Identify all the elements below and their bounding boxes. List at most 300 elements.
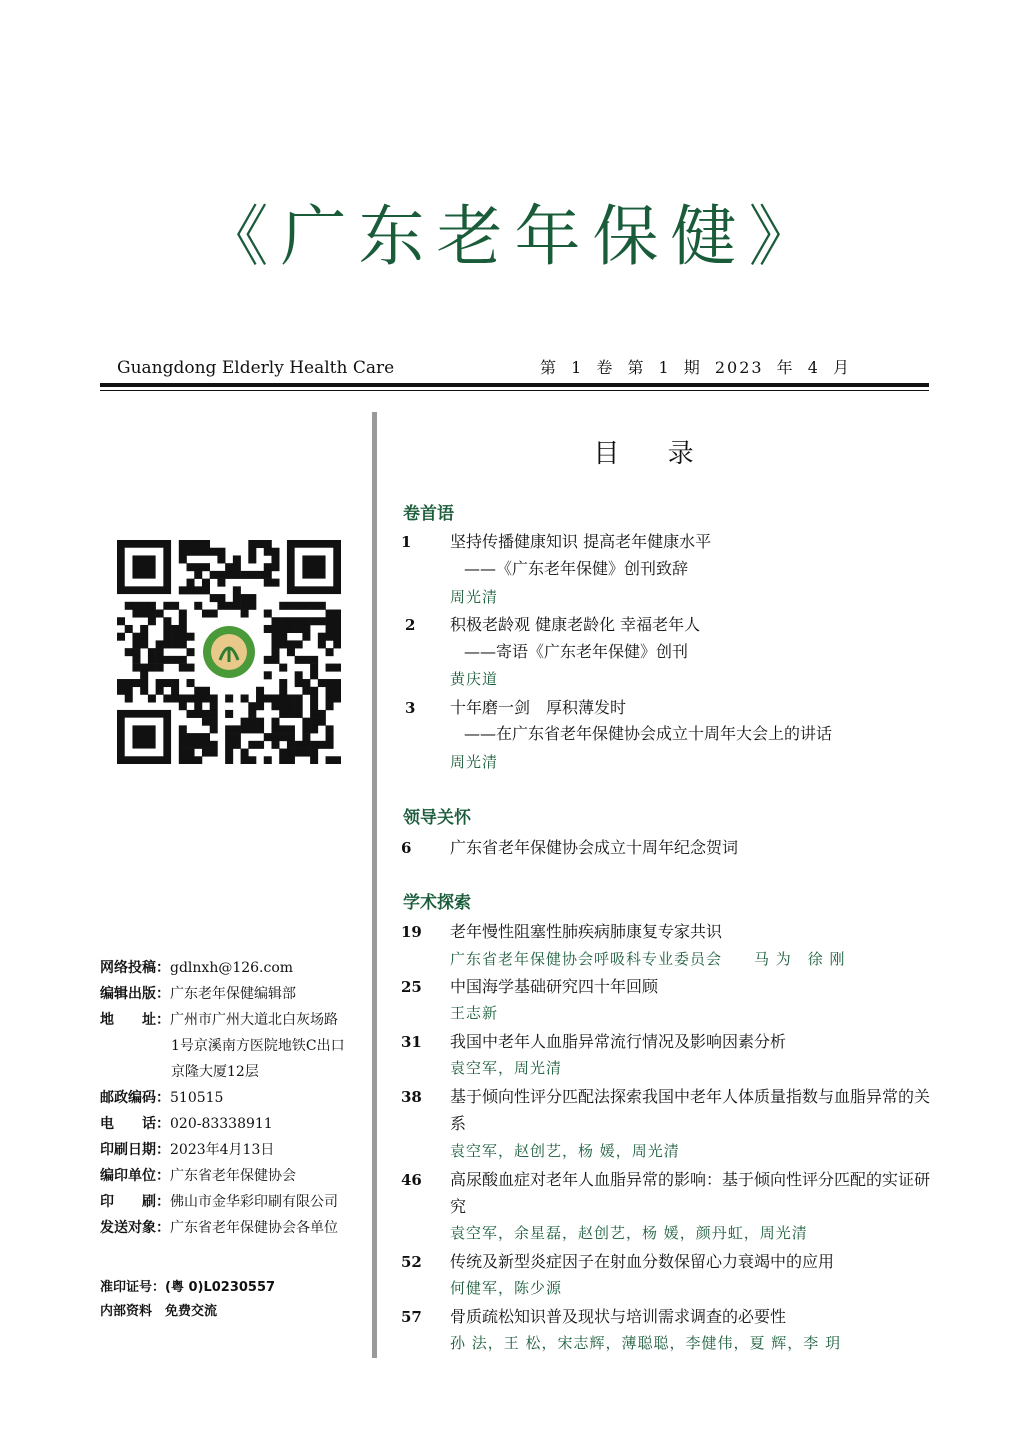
- qr-module: [125, 602, 133, 610]
- qr-module: [318, 640, 326, 648]
- qr-module: [187, 586, 195, 594]
- qr-module: [179, 625, 187, 633]
- qr-module: [264, 571, 272, 579]
- qr-module: [333, 679, 341, 687]
- qr-module: [148, 602, 156, 610]
- qr-module: [125, 648, 133, 656]
- qr-module: [302, 749, 310, 757]
- qr-module: [248, 756, 256, 764]
- qr-code-icon: [117, 540, 341, 764]
- qr-code-graphic: [117, 540, 341, 764]
- qr-module: [310, 656, 318, 664]
- qr-module: [187, 679, 195, 687]
- toc-entry-authors: 王志新: [450, 1004, 499, 1022]
- qr-module: [233, 733, 241, 741]
- qr-module: [248, 718, 256, 726]
- toc-page-number: 1: [401, 533, 412, 551]
- qr-module: [187, 648, 195, 656]
- qr-module: [326, 648, 334, 656]
- header-rule-thin: [100, 390, 929, 391]
- qr-module: [326, 625, 334, 633]
- qr-module: [318, 718, 326, 726]
- qr-module: [318, 679, 326, 687]
- qr-module: [225, 741, 233, 749]
- qr-module: [295, 749, 303, 757]
- qr-module: [264, 548, 272, 556]
- qr-module: [279, 625, 287, 633]
- qr-module: [132, 602, 140, 610]
- qr-module: [271, 702, 279, 710]
- qr-module: [248, 555, 256, 563]
- qr-module: [225, 602, 233, 610]
- qr-module: [248, 725, 256, 733]
- qr-module: [217, 555, 225, 563]
- qr-module: [287, 702, 295, 710]
- qr-module: [295, 741, 303, 749]
- qr-module: [264, 579, 272, 587]
- qr-module: [279, 679, 287, 687]
- qr-module: [279, 756, 287, 764]
- qr-module: [256, 540, 264, 548]
- toc-page-number: 3: [405, 699, 416, 717]
- qr-module: [171, 633, 179, 641]
- qr-module: [318, 633, 326, 641]
- qr-module: [187, 664, 195, 672]
- qr-module: [310, 710, 318, 718]
- qr-module: [333, 664, 341, 672]
- qr-finder-pattern: [132, 555, 155, 578]
- qr-module: [271, 579, 279, 587]
- qr-module: [295, 656, 303, 664]
- qr-module: [295, 602, 303, 610]
- qr-module: [295, 694, 303, 702]
- qr-module: [241, 602, 249, 610]
- qr-module: [194, 741, 202, 749]
- qr-module: [233, 594, 241, 602]
- qr-finder-pattern: [132, 725, 155, 748]
- qr-module: [310, 617, 318, 625]
- qr-module: [302, 679, 310, 687]
- qr-module: [202, 733, 210, 741]
- qr-module: [302, 602, 310, 610]
- column-divider: [372, 412, 377, 1358]
- toc-page-number: 25: [401, 978, 422, 996]
- qr-module: [333, 694, 341, 702]
- info-line-recipients: 发送对象：广东省老年保健协会各单位: [100, 1220, 338, 1236]
- qr-module: [202, 694, 210, 702]
- qr-module: [241, 571, 249, 579]
- toc-entry-title[interactable]: 高尿酸血症对老年人血脂异常的影响：基于倾向性评分匹配的实证研究: [450, 1170, 931, 1216]
- qr-module: [279, 664, 287, 672]
- qr-module: [326, 741, 334, 749]
- toc-entry-authors: 袁空军，赵创艺，杨 媛，周光清: [450, 1142, 680, 1160]
- qr-module: [271, 555, 279, 563]
- qr-module: [279, 602, 287, 610]
- journal-title: 《广东老年保健》: [202, 198, 827, 275]
- qr-module: [187, 694, 195, 702]
- qr-module: [310, 725, 318, 733]
- toc-entry-title[interactable]: 基于倾向性评分匹配法探索我国中老年人体质量指数与血脂异常的关系: [450, 1087, 931, 1133]
- qr-module: [171, 625, 179, 633]
- qr-module: [125, 679, 133, 687]
- qr-module: [140, 679, 148, 687]
- info-line-printer: 印 刷：佛山市金华彩印刷有限公司: [100, 1194, 338, 1210]
- qr-module: [295, 640, 303, 648]
- qr-module: [225, 756, 233, 764]
- qr-module: [310, 664, 318, 672]
- toc-page-number: 46: [401, 1171, 422, 1189]
- permit-number: 准印证号：(粤 0)L0230557: [100, 1280, 276, 1295]
- qr-module: [295, 702, 303, 710]
- qr-module: [302, 617, 310, 625]
- toc-entry-subtitle: ——在广东省老年保健协会成立十周年大会上的讲话: [464, 724, 833, 743]
- journal-english-name: Guangdong Elderly Health Care: [117, 358, 395, 378]
- qr-module: [271, 741, 279, 749]
- qr-module: [248, 594, 256, 602]
- qr-module: [233, 555, 241, 563]
- qr-module: [326, 610, 334, 618]
- qr-module: [156, 664, 164, 672]
- qr-module: [148, 694, 156, 702]
- qr-module: [194, 756, 202, 764]
- qr-module: [233, 741, 241, 749]
- qr-module: [171, 640, 179, 648]
- qr-module: [326, 702, 334, 710]
- qr-module: [326, 733, 334, 741]
- qr-module: [326, 687, 334, 695]
- qr-module: [194, 571, 202, 579]
- info-line-postcode: 邮政编码：510515: [100, 1090, 224, 1106]
- toc-entry-authors: 袁空军，余星磊，赵创艺，杨 媛，颜丹虹，周光清: [450, 1224, 808, 1242]
- qr-module: [241, 718, 249, 726]
- toc-entry-title[interactable]: 老年慢性阻塞性肺疾病肺康复专家共识: [450, 922, 723, 941]
- toc-entry-subtitle: ——《广东老年保健》创刊致辞: [464, 559, 689, 578]
- qr-module: [132, 648, 140, 656]
- qr-module: [202, 579, 210, 587]
- toc-entry-title[interactable]: 传统及新型炎症因子在射血分数保留心力衰竭中的应用: [450, 1252, 835, 1271]
- qr-module: [225, 710, 233, 718]
- qr-module: [171, 694, 179, 702]
- toc-entry-title[interactable]: 骨质疏松知识普及现状与培训需求调查的必要性: [450, 1307, 787, 1326]
- qr-module: [171, 687, 179, 695]
- qr-module: [310, 671, 318, 679]
- qr-module: [140, 633, 148, 641]
- qr-module: [271, 548, 279, 556]
- qr-module: [202, 687, 210, 695]
- qr-module: [179, 756, 187, 764]
- toc-page-number: 31: [401, 1033, 422, 1051]
- qr-module: [210, 710, 218, 718]
- qr-module: [302, 687, 310, 695]
- qr-module: [264, 671, 272, 679]
- qr-module: [202, 718, 210, 726]
- qr-module: [248, 741, 256, 749]
- qr-module: [187, 749, 195, 757]
- qr-module: [156, 610, 164, 618]
- qr-module: [140, 671, 148, 679]
- qr-module: [333, 617, 341, 625]
- qr-module: [233, 563, 241, 571]
- qr-module: [295, 710, 303, 718]
- qr-module: [326, 679, 334, 687]
- qr-module: [132, 610, 140, 618]
- qr-module: [256, 718, 264, 726]
- qr-module: [264, 733, 272, 741]
- qr-module: [326, 617, 334, 625]
- qr-module: [241, 749, 249, 757]
- qr-module: [179, 633, 187, 641]
- qr-module: [264, 694, 272, 702]
- qr-module: [163, 679, 171, 687]
- qr-module: [256, 694, 264, 702]
- qr-module: [194, 586, 202, 594]
- qr-module: [140, 625, 148, 633]
- qr-module: [333, 640, 341, 648]
- toc-section-heading: 卷首语: [403, 504, 454, 524]
- toc-page-number: 2: [405, 616, 416, 634]
- qr-module: [140, 687, 148, 695]
- qr-module: [256, 571, 264, 579]
- qr-module: [210, 694, 218, 702]
- qr-module: [333, 756, 341, 764]
- qr-module: [140, 602, 148, 610]
- qr-module: [210, 718, 218, 726]
- toc-page-number: 38: [401, 1088, 422, 1106]
- qr-module: [179, 617, 187, 625]
- info-line-address-3: 京隆大厦12层: [171, 1064, 259, 1080]
- qr-module: [163, 625, 171, 633]
- qr-module: [271, 648, 279, 656]
- qr-module: [310, 602, 318, 610]
- qr-module: [117, 687, 125, 695]
- qr-module: [279, 749, 287, 757]
- qr-module: [163, 617, 171, 625]
- qr-module: [287, 602, 295, 610]
- qr-module: [125, 694, 133, 702]
- qr-module: [279, 633, 287, 641]
- toc-entry-title[interactable]: 坚持传播健康知识 提高老年健康水平: [450, 532, 712, 551]
- qr-module: [295, 617, 303, 625]
- qr-module: [210, 571, 218, 579]
- toc-entry-authors: 何健军，陈少源: [450, 1279, 563, 1297]
- qr-module: [248, 710, 256, 718]
- qr-module: [202, 540, 210, 548]
- toc-entry-title[interactable]: 广东省老年保健协会成立十周年纪念贺词: [450, 838, 739, 857]
- qr-module: [179, 664, 187, 672]
- qr-module: [187, 733, 195, 741]
- toc-section-heading: 学术探索: [403, 893, 471, 913]
- qr-module: [279, 725, 287, 733]
- qr-module: [264, 610, 272, 618]
- qr-module: [326, 725, 334, 733]
- qr-module: [148, 664, 156, 672]
- qr-module: [117, 679, 125, 687]
- toc-entry-title[interactable]: 我国中老年人血脂异常流行情况及影响因素分析: [450, 1032, 787, 1051]
- qr-module: [163, 602, 171, 610]
- qr-module: [179, 733, 187, 741]
- qr-module: [225, 749, 233, 757]
- qr-module: [187, 548, 195, 556]
- qr-module: [295, 679, 303, 687]
- toc-page-number: 6: [401, 839, 412, 857]
- qr-module: [256, 725, 264, 733]
- qr-module: [333, 625, 341, 633]
- qr-finder-pattern: [302, 555, 325, 578]
- qr-module: [233, 571, 241, 579]
- qr-module: [279, 687, 287, 695]
- qr-module: [217, 548, 225, 556]
- qr-module: [179, 555, 187, 563]
- qr-module: [194, 687, 202, 695]
- qr-module: [140, 664, 148, 672]
- qr-module: [194, 694, 202, 702]
- qr-module: [271, 656, 279, 664]
- qr-module: [163, 640, 171, 648]
- qr-module: [241, 756, 249, 764]
- qr-module: [310, 687, 318, 695]
- qr-module: [279, 702, 287, 710]
- qr-module: [179, 749, 187, 757]
- qr-module: [210, 594, 218, 602]
- toc-entry-title[interactable]: 十年磨一剑 厚积薄发时: [450, 698, 627, 717]
- qr-module: [271, 640, 279, 648]
- toc-section-heading: 领导关怀: [403, 808, 471, 828]
- qr-module: [310, 702, 318, 710]
- qr-module: [248, 602, 256, 610]
- qr-module: [287, 710, 295, 718]
- toc-page-number: 52: [401, 1253, 422, 1271]
- qr-module: [271, 563, 279, 571]
- qr-module: [179, 610, 187, 618]
- info-line-phone: 电 话：020-83338911: [100, 1116, 273, 1132]
- qr-module: [302, 633, 310, 641]
- qr-module: [271, 694, 279, 702]
- qr-module: [163, 656, 171, 664]
- header-rule-thick: [100, 383, 929, 387]
- qr-module: [202, 741, 210, 749]
- qr-module: [279, 640, 287, 648]
- qr-module: [271, 725, 279, 733]
- qr-module: [156, 648, 164, 656]
- qr-module: [279, 710, 287, 718]
- qr-module: [287, 733, 295, 741]
- qr-module: [279, 694, 287, 702]
- qr-module: [264, 540, 272, 548]
- qr-module: [318, 602, 326, 610]
- qr-module: [248, 540, 256, 548]
- qr-module: [264, 756, 272, 764]
- toc-entry-authors: 周光清: [450, 588, 499, 606]
- qr-module: [326, 694, 334, 702]
- qr-module: [148, 610, 156, 618]
- qr-module: [202, 710, 210, 718]
- qr-module: [310, 741, 318, 749]
- qr-module: [271, 633, 279, 641]
- qr-module: [179, 725, 187, 733]
- qr-module: [179, 540, 187, 548]
- qr-module: [302, 733, 310, 741]
- qr-module: [163, 633, 171, 641]
- toc-entry-authors: 周光清: [450, 753, 499, 771]
- qr-module: [187, 710, 195, 718]
- qr-module: [217, 594, 225, 602]
- qr-module: [179, 741, 187, 749]
- qr-module: [225, 725, 233, 733]
- qr-module: [264, 656, 272, 664]
- qr-module: [318, 617, 326, 625]
- qr-module: [179, 656, 187, 664]
- info-line-address-2: 1号京溪南方医院地铁C出口: [171, 1038, 345, 1054]
- qr-module: [264, 563, 272, 571]
- qr-module: [233, 725, 241, 733]
- qr-module: [179, 548, 187, 556]
- qr-module: [225, 563, 233, 571]
- qr-module: [310, 694, 318, 702]
- toc-heading: 目 录: [593, 439, 714, 469]
- qr-module: [302, 656, 310, 664]
- qr-module: [148, 656, 156, 664]
- qr-module: [179, 640, 187, 648]
- qr-module: [256, 687, 264, 695]
- qr-module: [156, 687, 164, 695]
- qr-module: [217, 571, 225, 579]
- qr-module: [241, 725, 249, 733]
- qr-module: [217, 602, 225, 610]
- qr-module: [148, 617, 156, 625]
- qr-module: [179, 702, 187, 710]
- info-line-address: 地 址：广州市广州大道北白灰场路: [100, 1012, 338, 1028]
- qr-module: [194, 702, 202, 710]
- qr-module: [117, 617, 125, 625]
- qr-module: [187, 540, 195, 548]
- qr-module: [287, 749, 295, 757]
- qr-module: [326, 664, 334, 672]
- qr-module: [202, 586, 210, 594]
- qr-module: [287, 694, 295, 702]
- qr-module: [279, 733, 287, 741]
- qr-module: [271, 718, 279, 726]
- qr-module: [241, 694, 249, 702]
- qr-module: [225, 694, 233, 702]
- toc-entry-title[interactable]: 中国海学基础研究四十年回顾: [450, 977, 659, 996]
- qr-module: [310, 749, 318, 757]
- qr-module: [210, 548, 218, 556]
- qr-module: [295, 625, 303, 633]
- qr-module: [125, 687, 133, 695]
- qr-module: [271, 617, 279, 625]
- qr-module: [140, 640, 148, 648]
- qr-module: [210, 749, 218, 757]
- qr-module: [287, 756, 295, 764]
- qr-module: [287, 725, 295, 733]
- qr-module: [326, 756, 334, 764]
- qr-module: [140, 610, 148, 618]
- qr-module: [287, 625, 295, 633]
- qr-module: [202, 563, 210, 571]
- qr-module: [194, 602, 202, 610]
- qr-module: [318, 741, 326, 749]
- qr-module: [210, 610, 218, 618]
- toc-entry-title[interactable]: 积极老龄观 健康老龄化 幸福老年人: [450, 615, 701, 634]
- qr-module: [179, 586, 187, 594]
- qr-module: [156, 656, 164, 664]
- qr-module: [333, 633, 341, 641]
- qr-module: [302, 741, 310, 749]
- qr-module: [210, 702, 218, 710]
- qr-module: [156, 679, 164, 687]
- qr-module: [179, 694, 187, 702]
- info-line-editor: 编辑出版：广东老年保健编辑部: [100, 986, 296, 1002]
